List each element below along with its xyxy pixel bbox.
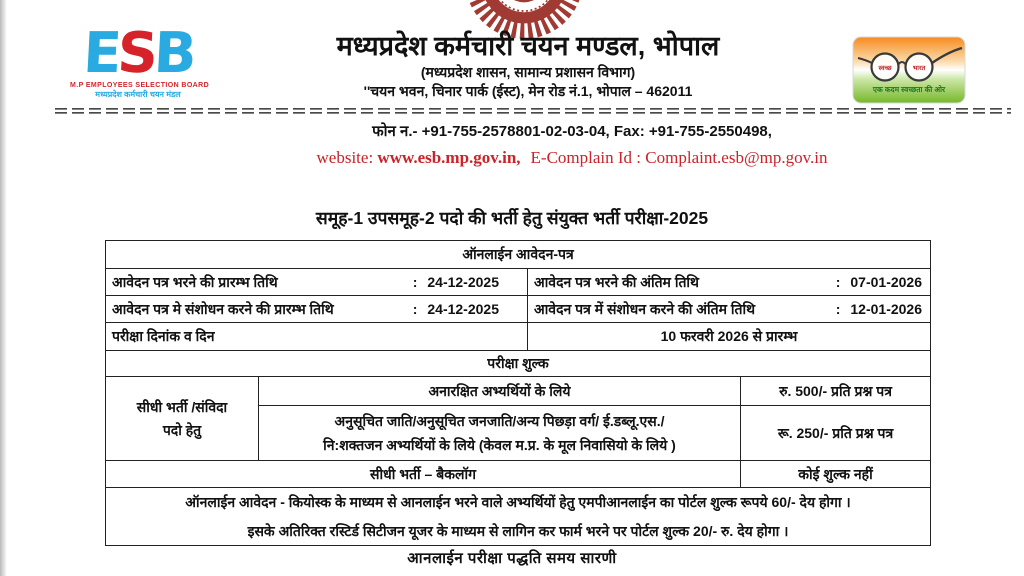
fee-group-line1: सीधी भर्ती /संविदा [136,399,228,416]
esb-logo [70,21,210,100]
start-date-label: आवेदन पत्र भरने की प्रारम्भ तिथि [112,273,278,290]
correction-start-label: आवेदन पत्र मे संशोधन करने की प्रारम्भ तिथि [112,300,334,317]
scan-edge-shadow [0,0,7,576]
fee-amount-250: रू. 250/- प्रति प्रश्न पत्र [741,406,931,461]
correction-start-cell [106,296,528,323]
colon: : [412,274,418,290]
fee-group-cell [106,377,259,461]
colon: : [835,301,841,317]
fee-category-reserved [259,406,741,461]
section-header-exam-fee: परीक्षा शुल्क [106,351,931,377]
swachh-lens1-text: स्वच्छ [878,65,892,72]
swachh-tagline: एक कदम स्वच्छता की ओर [872,85,946,94]
colon: : [412,301,418,317]
website-label: website: [316,148,374,167]
fee-category-unreserved: अनारक्षित अभ्यर्थियों के लिये [259,377,741,406]
end-date-label: आवेदन पत्र भरने की अंतिम तिथि [534,273,699,290]
org-department: (मध्यप्रदेश शासन, सामान्य प्रशासन विभाग) [420,64,636,80]
org-name: मध्यप्रदेश कर्मचारी चयन मण्डल, भोपाल [336,31,720,61]
org-address: ''चयन भवन, चिनार पार्क (ईस्ट), मेन रोड नं.1, भोपाल – 462011 [363,83,693,99]
end-date-cell [528,269,931,296]
notice-title: समूह-1 उपसमूह-2 पदो की भर्ती हेतु संयुक्त भर्ती परीक्षा-2025 [315,208,709,228]
exam-date-value-cell: 10 फरवरी 2026 से प्रारम्भ [528,323,931,351]
fee-category-reserved-line1: अनुसूचित जाति/अनुसूचित जनजाति/अन्य पिछड़ा वर्ग/ ई.डब्लू.एस./ [334,412,665,429]
table-row [106,323,931,351]
table-row [106,461,931,488]
section-header-online-application: ऑनलाईन आवेदन-पत्र [106,241,931,269]
fee-category-reserved-line2 [265,433,734,458]
start-date-value: 24-12-2025 [427,274,499,290]
table-row [106,351,931,377]
notice-table [105,240,931,546]
correction-start-value: 24-12-2025 [427,301,499,317]
table-row [106,488,931,546]
backlog-label-cell: सीधी भर्ती – बैकलॉग [106,461,741,488]
correction-end-value: 12-01-2026 [850,301,923,317]
exam-schedule-caption: आनलाईन परीक्षा पद्धति समय सारणी [407,550,617,567]
esb-letter-s: S [115,21,156,86]
esb-letter-e: E [81,21,120,86]
fee-group-line2: पदो हेतु [162,421,202,438]
start-date-cell [106,269,528,296]
portal-fee-note-line2: इसके अतिरिक्त रस्टिर्ड सिटीजन यूजर के माध्यम से लागिन कर फार्म भरने पर पोर्टल शुल्क 20/- रु. देय होगा । [247,522,789,539]
end-date-value: 07-01-2026 [850,274,923,290]
esb-logo-subtitle-en: M.P EMPLOYEES SELECTION BOARD [70,82,210,89]
portal-fee-note-cell [106,488,931,546]
swachh-bharat-logo-icon [852,36,966,109]
website-line [120,148,1024,168]
colon: : [835,274,841,290]
email-label: E-Complain Id : [530,148,642,167]
table-row [106,377,931,406]
swachh-lens2-text: भारत [912,65,926,72]
fee-amount-500: रु. 500/- प्रति प्रश्न पत्र [741,377,931,406]
esb-logo-subtitle-hi: मध्यप्रदेश कर्मचारी चयन मंडल [95,90,181,99]
table-row [106,241,931,269]
letterhead [212,31,844,101]
fee-category-reserved-rest: अभ्यर्थियों के लिये (केवल म.प्र. के मूल निवासियो के लिये ) [382,437,676,453]
phone-line: फोन न.- +91-755-2578801-02-03-04, Fax: +91-755-2550498, [372,123,772,140]
table-row [106,296,931,323]
website-url: www.esb.mp.gov.in, [377,148,521,167]
fee-category-nishaktjan: नि:शक्तजन [323,437,383,453]
backlog-amount-cell: कोई शुल्क नहीं [741,461,931,488]
esb-letter-b: B [152,21,195,86]
portal-fee-note-line1: ऑनलाईन आवेदन - कियोस्क के माध्यम से आनलाईन भरने वाले अभ्यर्थियों हेतु एमपीआनलाईन का पोर्टल शुल्क रूपये 60/- देय होगा । [185,494,851,510]
correction-end-label: आवेदन पत्र में संशोधन करने की अंतिम तिथि [534,300,756,317]
exam-date-label-cell: परीक्षा दिनांक व दिन [106,323,528,351]
correction-end-cell [528,296,931,323]
table-row [106,269,931,296]
email-address: Complaint.esb@mp.gov.in [645,148,828,167]
